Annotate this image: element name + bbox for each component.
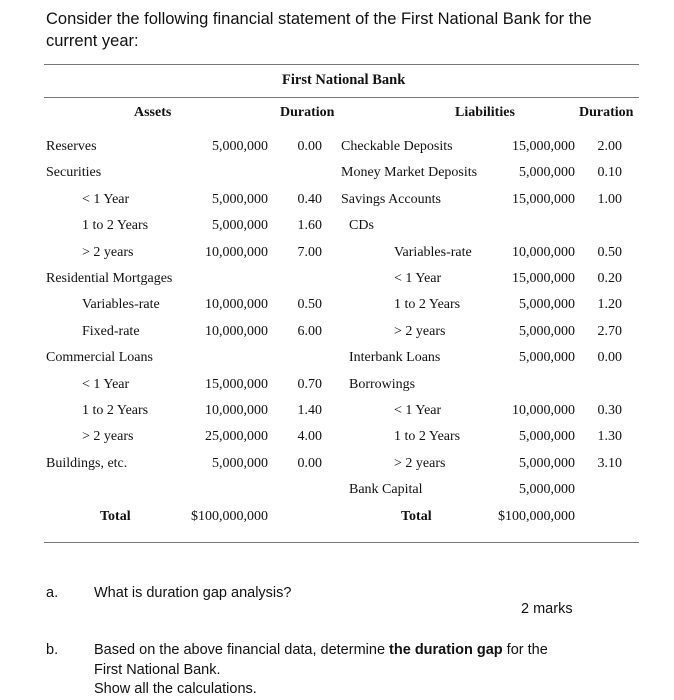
liability-duration: 1.30 <box>597 429 622 444</box>
liability-duration: 0.30 <box>597 403 622 418</box>
liability-amount: 10,000,000 <box>512 403 575 418</box>
liability-amount: 5,000,000 <box>519 482 575 497</box>
liability-label: Checkable Deposits <box>341 139 453 154</box>
asset-label: 1 to 2 Years <box>82 403 149 418</box>
liability-duration-header: Duration <box>579 105 634 120</box>
asset-label: Commercial Loans <box>46 350 153 365</box>
table-bottom-rule <box>44 542 639 543</box>
asset-duration: 7.00 <box>297 245 322 260</box>
asset-amount: 10,000,000 <box>205 245 268 260</box>
question-b-text-after: for the First National Bank. <box>94 642 548 678</box>
asset-duration: 0.50 <box>297 297 322 312</box>
asset-amount: 5,000,000 <box>212 139 268 154</box>
asset-duration: 0.40 <box>297 192 322 207</box>
asset-duration: 1.60 <box>297 218 322 233</box>
asset-amount: 10,000,000 <box>205 403 268 418</box>
liability-label: Interbank Loans <box>349 350 441 365</box>
asset-duration: 0.00 <box>297 139 322 154</box>
liability-label: > 2 years <box>394 324 446 339</box>
liability-label: Borrowings <box>349 377 416 392</box>
liability-amount: 15,000,000 <box>512 139 575 154</box>
liability-label: Money Market Deposits <box>341 165 478 180</box>
liability-label: 1 to 2 Years <box>394 297 461 312</box>
question-b-bold: the duration gap <box>389 642 503 658</box>
liability-duration: 2.00 <box>597 139 622 154</box>
question-b-text <box>94 640 564 680</box>
asset-label: Reserves <box>46 139 97 154</box>
asset-label: Buildings, etc. <box>46 456 128 471</box>
asset-amount: 10,000,000 <box>205 297 268 312</box>
liability-label: 1 to 2 Years <box>394 429 461 444</box>
question-b-letter: b. <box>46 642 59 658</box>
asset-label: Fixed-rate <box>82 324 140 339</box>
liability-amount: 10,000,000 <box>512 245 575 260</box>
asset-amount: 5,000,000 <box>212 192 268 207</box>
liability-label: Variables-rate <box>394 245 472 260</box>
liability-amount: 15,000,000 <box>512 192 575 207</box>
liability-amount: 5,000,000 <box>519 456 575 471</box>
liabilities-header: Liabilities <box>455 105 515 120</box>
liability-duration: 0.10 <box>597 165 622 180</box>
liability-duration: 0.00 <box>597 350 622 365</box>
question-b-line2: Show all the calculations. <box>94 681 257 697</box>
table-header-rule <box>44 97 639 98</box>
asset-amount: 10,000,000 <box>205 324 268 339</box>
liability-label: Total <box>401 509 432 524</box>
liability-label: < 1 Year <box>394 403 442 418</box>
intro-text: Consider the following financial statement of the First National Bank for the current year: <box>46 10 592 50</box>
table-top-rule <box>44 64 639 65</box>
asset-amount: $100,000,000 <box>191 509 268 524</box>
asset-amount: 5,000,000 <box>212 456 268 471</box>
question-a-marks: 2 marks <box>521 601 573 617</box>
asset-label: 1 to 2 Years <box>82 218 149 233</box>
asset-label: > 2 years <box>82 429 134 444</box>
question-b-text-before: Based on the above financial data, determine <box>94 642 390 658</box>
bank-name-heading: First National Bank <box>282 72 406 88</box>
liability-amount: 5,000,000 <box>519 350 575 365</box>
liability-amount: $100,000,000 <box>498 509 575 524</box>
liability-duration: 0.50 <box>597 245 622 260</box>
liability-duration: 1.00 <box>597 192 622 207</box>
asset-duration-header: Duration <box>280 105 335 120</box>
question-a-letter: a. <box>46 585 59 601</box>
asset-label: Variables-rate <box>82 297 160 312</box>
liability-duration: 0.20 <box>597 271 622 286</box>
asset-amount: 5,000,000 <box>212 218 268 233</box>
asset-duration: 1.40 <box>297 403 322 418</box>
assets-header: Assets <box>134 105 172 120</box>
liability-amount: 5,000,000 <box>519 165 575 180</box>
asset-label: Securities <box>46 165 102 180</box>
asset-duration: 4.00 <box>297 429 322 444</box>
asset-label: > 2 years <box>82 245 134 260</box>
liability-amount: 5,000,000 <box>519 429 575 444</box>
liability-label: CDs <box>349 218 374 233</box>
asset-label: Total <box>100 509 131 524</box>
asset-duration: 6.00 <box>297 324 322 339</box>
liability-amount: 15,000,000 <box>512 271 575 286</box>
liability-label: Savings Accounts <box>341 192 441 207</box>
asset-label: < 1 Year <box>82 192 130 207</box>
asset-duration: 0.70 <box>297 377 322 392</box>
question-a-text: What is duration gap analysis? <box>94 585 292 601</box>
asset-amount: 25,000,000 <box>205 429 268 444</box>
liability-duration: 2.70 <box>597 324 622 339</box>
liability-amount: 5,000,000 <box>519 297 575 312</box>
liability-label: < 1 Year <box>394 271 442 286</box>
liability-duration: 3.10 <box>597 456 622 471</box>
liability-amount: 5,000,000 <box>519 324 575 339</box>
asset-label: < 1 Year <box>82 377 130 392</box>
liability-label: Bank Capital <box>349 482 423 497</box>
asset-duration: 0.00 <box>297 456 322 471</box>
liability-label: > 2 years <box>394 456 446 471</box>
liability-duration: 1.20 <box>597 297 622 312</box>
asset-amount: 15,000,000 <box>205 377 268 392</box>
asset-label: Residential Mortgages <box>46 271 173 286</box>
